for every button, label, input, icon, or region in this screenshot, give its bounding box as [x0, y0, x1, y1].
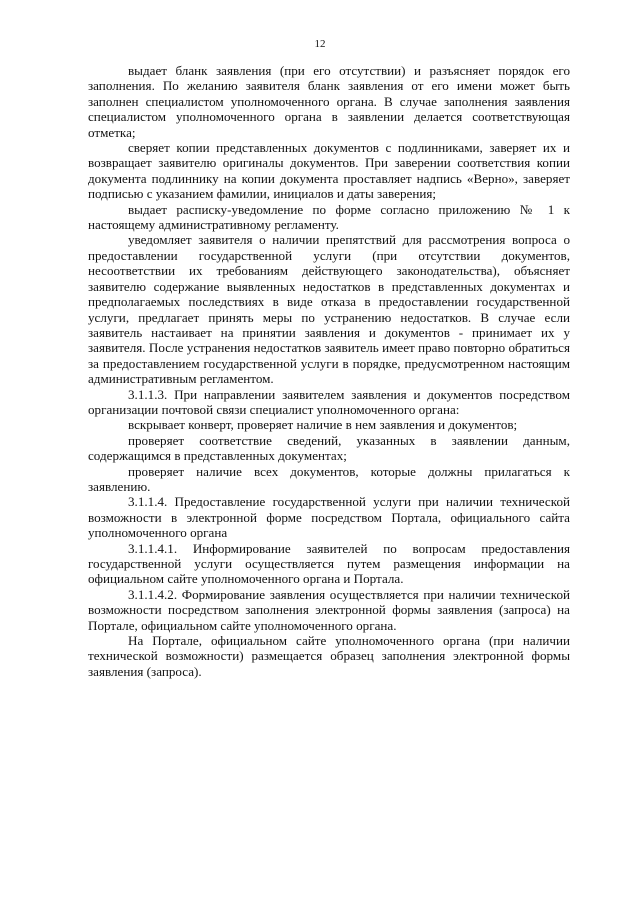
paragraph-verify-copies: сверяет копии представленных документов с подлинниками, заверяет их и возвращает заявителю оригиналы документов. При заверении соответствия копии документа подлиннику на копии документа проставляет надпись «Верно», заверяет подписью с указанием фамилии, инициалов и даты заверения; — [88, 140, 570, 202]
document-body — [88, 63, 570, 679]
paragraph-section-3-1-1-4: 3.1.1.4. Предоставление государственной услуги при наличии технической возможности в электронной форме посредством Портала, официального сайта уполномоченного органа — [88, 494, 570, 541]
paragraph-check-information: проверяет соответствие сведений, указанных в заявлении данным, содержащимся в представленных документах; — [88, 432, 570, 464]
paragraph-open-envelope: вскрывает конверт, проверяет наличие в нем заявления и документов; — [128, 417, 518, 433]
paragraph-section-3-1-1-4-1: 3.1.1.4.1. Информирование заявителей по вопросам предоставления государственной услуги осуществляется путем размещения информации на официальном сайте уполномоченного органа и Портала. — [88, 540, 570, 587]
paragraph-notify-obstacles: уведомляет заявителя о наличии препятствий для рассмотрения вопроса о предоставлении государственной услуги (при отсутствии документов, несоответствии их требованиям действующего законодательства), объясняет заявителю содержание выявленных недостатков в представленных документах и предполагаемых последствиях в виде отказа в предоставлении государственной услуги, предлагает принять меры по устранению недостатков. В случае если заявитель настаивает на принятии заявления и документов - принимает их у заявителя. После устранения недостатков заявитель имеет право повторно обратиться за предоставлением государственной услуги в порядке, предусмотренном настоящим административным регламентом. — [88, 232, 570, 387]
paragraph-section-3-1-1-3: 3.1.1.3. При направлении заявителем заявления и документов посредством организации почтовой связи специалист уполномоченного органа: — [88, 386, 570, 417]
paragraph-issue-form: выдает бланк заявления (при его отсутствии) и разъясняет порядок его заполнения. По желанию заявителя бланк заявления от его имени может быть заполнен специалистом уполномоченного органа. В случае заполнения заявления специалистом уполномоченного органа в заявлении делается соответствующая отметка; — [88, 63, 570, 140]
page-number: 12 — [314, 38, 326, 50]
paragraph-section-3-1-1-4-2: 3.1.1.4.2. Формирование заявления осуществляется при наличии технической возможности посредством заполнения электронной формы заявления (запроса) на Портале, официальном сайте уполномоченного органа. — [88, 586, 570, 633]
paragraph-portal-sample: На Портале, официальном сайте уполномоченного органа (при наличии технической возможности) размещается образец заполнения электронной формы заявления (запроса). — [88, 633, 570, 679]
paragraph-check-documents: проверяет наличие всех документов, которые должны прилагаться к заявлению. — [88, 463, 570, 494]
paragraph-issue-receipt: выдает расписку-уведомление по форме согласно приложению № 1 к настоящему административному регламенту. — [88, 201, 570, 233]
